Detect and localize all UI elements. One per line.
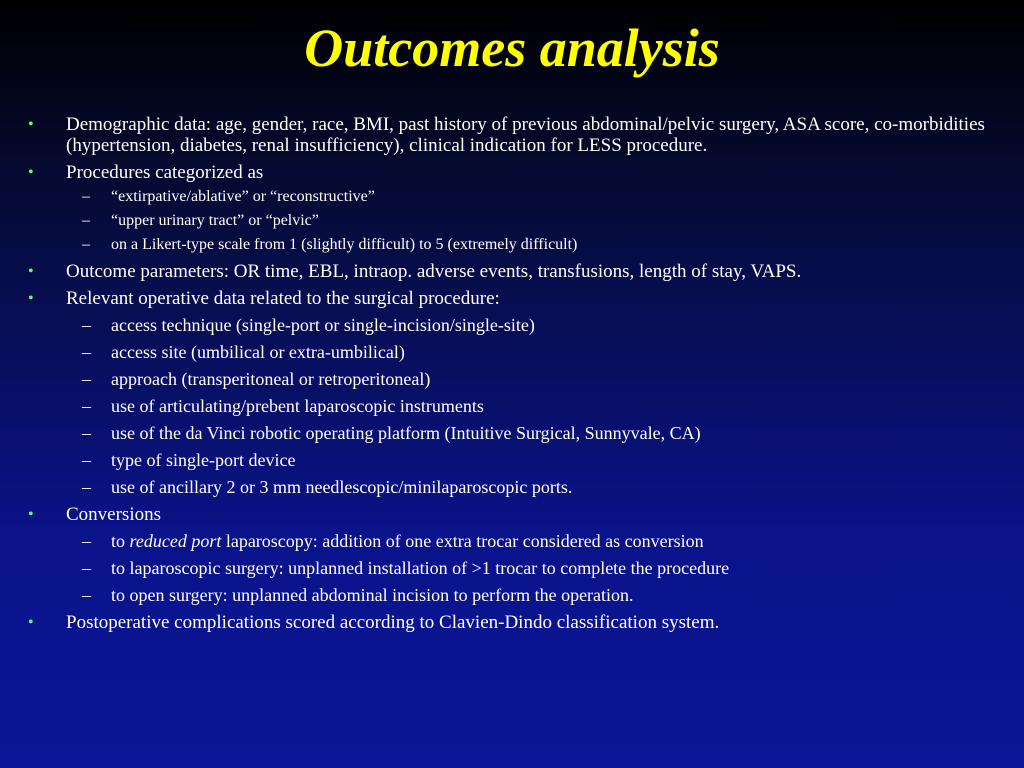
bullet-text: Demographic data: age, gender, race, BMI, past history of previous abdominal/pelvic surgery, ASA score, co-morbidities (hypertension, diabetes, renal insufficiency), clinical indication for LESS procedure. [66,114,985,156]
sub-item [24,450,994,471]
sub-item-text: use of ancillary 2 or 3 mm needlescopic/minilaparoscopic ports. [111,477,573,497]
sub-item-emphasis: reduced port [129,531,222,551]
bullet-text: Postoperative complications scored according to Clavien-Dindo classification system. [66,612,720,633]
bullet-icon: • [28,116,34,133]
sub-item-text: to open surgery: unplanned abdominal incision to perform the operation. [111,585,634,605]
sub-item-text: access technique (single-port or single-incision/single-site) [111,315,535,335]
dash-icon: – [82,531,91,551]
dash-icon: – [82,369,91,389]
sub-item [24,369,994,390]
dash-icon: – [82,396,91,416]
dash-icon: – [82,212,90,229]
sub-list [66,186,994,255]
sub-item [24,210,994,231]
sub-item-text-prefix: to [111,531,130,551]
bullet-icon: • [28,290,34,307]
bullet-text: Outcome parameters: OR time, EBL, intraop. adverse events, transfusions, length of stay, VAPS. [66,261,802,282]
sub-item-text: use of articulating/prebent laparoscopic instruments [111,396,484,416]
bullet-item-outcome-parameters [24,261,994,282]
dash-icon: – [82,236,90,253]
sub-item [24,423,994,444]
sub-item-text-suffix: laparoscopy: addition of one extra trocar considered as conversion [221,531,704,551]
bullet-icon: • [28,506,34,523]
sub-item [24,531,994,552]
sub-item [24,186,994,207]
slide-title: Outcomes analysis [304,18,720,78]
dash-icon: – [82,315,91,335]
bullet-icon: • [28,614,34,631]
bullet-item-conversions [24,504,994,606]
slide-content [24,114,994,639]
sub-item-text: type of single-port device [111,450,296,470]
sub-item-text: “extirpative/ablative” or “reconstructive” [111,188,375,205]
sub-item [24,477,994,498]
dash-icon: – [82,188,90,205]
bullet-item-procedures [24,162,994,255]
bullet-item-complications [24,612,994,633]
sub-item [24,558,994,579]
sub-item [24,315,994,336]
bullet-item-demographics [24,114,994,156]
sub-item-text: on a Likert-type scale from 1 (slightly difficult) to 5 (extremely difficult) [111,236,578,253]
dash-icon: – [82,585,91,605]
sub-item-text: “upper urinary tract” or “pelvic” [111,212,319,229]
bullet-text: Conversions [66,504,161,525]
bullet-text: Relevant operative data related to the surgical procedure: [66,288,500,309]
bullet-icon: • [28,263,34,280]
sub-item-text: use of the da Vinci robotic operating platform (Intuitive Surgical, Sunnyvale, CA) [111,423,701,443]
sub-item [24,396,994,417]
dash-icon: – [82,558,91,578]
dash-icon: – [82,342,91,362]
bullet-text: Procedures categorized as [66,162,264,183]
sub-item [24,234,994,255]
bullet-list [24,114,994,633]
sub-item [24,342,994,363]
sub-item-text: approach (transperitoneal or retroperitoneal) [111,369,431,389]
sub-list [66,315,994,498]
bullet-item-operative-data [24,288,994,498]
dash-icon: – [82,477,91,497]
sub-item [24,585,994,606]
dash-icon: – [82,423,91,443]
bullet-icon: • [28,164,34,181]
dash-icon: – [82,450,91,470]
sub-item-text: to laparoscopic surgery: unplanned installation of >1 trocar to complete the procedure [111,558,730,578]
sub-list [66,531,994,606]
sub-item-text: access site (umbilical or extra-umbilical) [111,342,405,362]
